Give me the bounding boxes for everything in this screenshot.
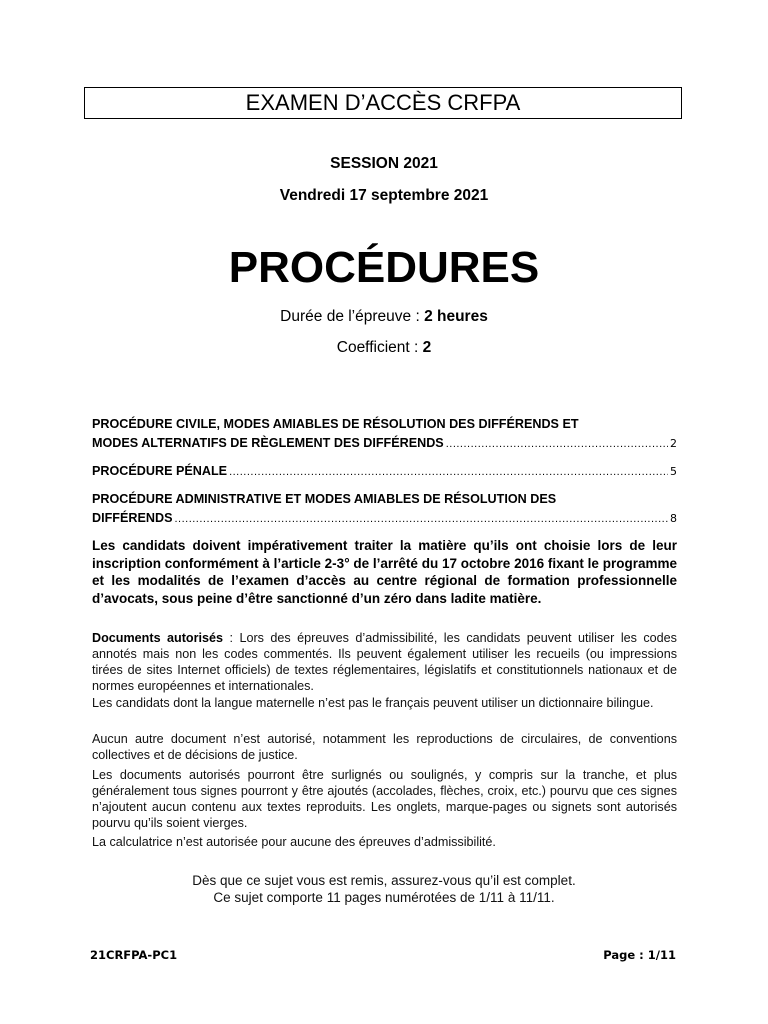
toc-page-number: 5 (670, 465, 677, 478)
toc-entry-line: MODES ALTERNATIFS DE RÈGLEMENT DES DIFFÉRENDS (92, 436, 444, 450)
toc-entry-administrative[interactable] (92, 490, 677, 529)
language-paragraph: Les candidats dont la langue maternelle n’est pas le français peuvent utiliser un dictionnaire bilingue. (92, 696, 654, 710)
toc-entry-civile[interactable] (92, 415, 677, 454)
toc-page-number: 8 (670, 512, 677, 525)
coefficient-line (0, 339, 768, 357)
table-of-contents (92, 415, 677, 537)
calculator-paragraph: La calculatrice n’est autorisée pour aucune des épreuves d’admissibilité. (92, 835, 496, 849)
documents-authorized-paragraph (92, 630, 677, 694)
duration-value: 2 heures (424, 308, 488, 325)
footer-page-number: Page : 1/11 (603, 948, 676, 962)
toc-page-number: 2 (670, 437, 677, 450)
closing-line-2: Ce sujet comporte 11 pages numérotées de 1/11 à 11/11. (213, 890, 555, 905)
toc-leader-dots (229, 463, 668, 482)
toc-entry-line: PROCÉDURE CIVILE, MODES AMIABLES DE RÉSOLUTION DES DIFFÉRENDS ET (92, 417, 579, 431)
toc-leader-dots (174, 510, 668, 529)
duration-label: Durée de l’épreuve : (280, 308, 425, 325)
coefficient-value: 2 (422, 339, 432, 356)
documents-authorized-label: Documents autorisés (92, 631, 224, 645)
toc-leader-dots (446, 435, 668, 454)
session-label: SESSION 2021 (330, 155, 438, 172)
highlighting-paragraph: Les documents autorisés pourront être surlignés ou soulignés, y compris sur la tranche, et plus généralement tous signes pourront y être ajoutés (accolades, flèches, croix, etc.) pourvu que ces signes n’ajoutent aucun contenu aux textes reproduits. Les onglets, marque-pages ou signets sont autorisés pourvu qu’ils soient vierges. (92, 768, 677, 830)
no-other-documents-paragraph: Aucun autre document n’est autorisé, notamment les reproductions de circulaires, de conventions collectives et de décisions de justice. (92, 732, 677, 762)
toc-entry-penale[interactable] (92, 462, 677, 482)
exam-title: EXAMEN D’ACCÈS CRFPA (84, 87, 682, 119)
toc-entry-line: DIFFÉRENDS (92, 511, 173, 525)
toc-entry-line: PROCÉDURE PÉNALE (92, 464, 228, 478)
toc-entry-line: PROCÉDURE ADMINISTRATIVE ET MODES AMIABLES DE RÉSOLUTION DES (92, 492, 557, 506)
closing-line-1: Dès que ce sujet vous est remis, assurez-vous qu’il est complet. (192, 873, 576, 888)
coefficient-label: Coefficient : (336, 339, 423, 356)
documents-authorized-text: : Lors des épreuves d’admissibilité, les candidats peuvent utiliser les codes annotés mais non les codes commentés. Ils peuvent également utiliser les recueils (ou impressions tirées de sites Internet officiels) de textes réglementaires, législatifs et constitutionnels nationaux et de normes européennes et internationales. (92, 631, 677, 693)
subject-choice-warning: Les candidats doivent impérativement traiter la matière qu’ils ont choisie lors de leur inscription conformément à l’article 2-3° de l’arrêté du 17 octobre 2016 fixant le programme et les modalités de l’examen d’accès au centre régional de formation professionnelle d’avocats, sous peine d’être sanctionné d’un zéro dans ladite matière. (92, 538, 677, 606)
exam-date: Vendredi 17 septembre 2021 (279, 187, 489, 204)
subject-title: PROCÉDURES (228, 243, 540, 292)
footer-code: 21CRFPA-PC1 (90, 948, 178, 962)
duration-line (0, 308, 768, 326)
